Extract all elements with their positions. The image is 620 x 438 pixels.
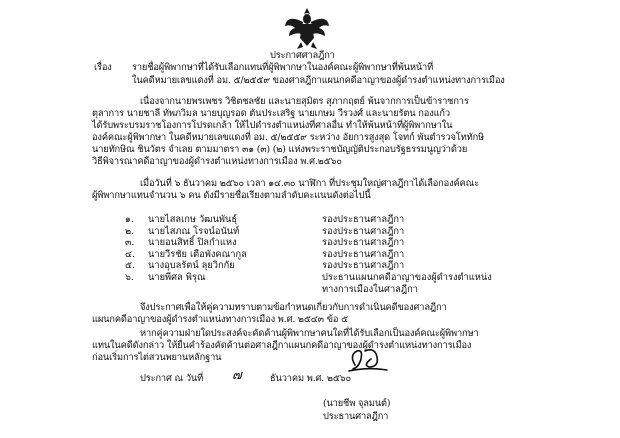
paragraph-2-line: ผู้พิพากษาแทนจำนวน ๖ คน ดังมีรายชื่อเรียงตามลำดับคะแนนดังต่อไปนี้ xyxy=(92,190,371,201)
judge-row-continued xyxy=(92,284,562,296)
paragraph-1-line: ตุลาการ นายชาลี ทัพภวิมล นายบุญรอด ตันประเสริฐ นายเกษม วีรวงศ์ และนายรัตน กองแก้ว xyxy=(92,108,450,119)
garuda-emblem-icon xyxy=(283,6,331,50)
paragraph-3-line: แผนกคดีอาญาของผู้ดำรงตำแหน่งทางการเมือง พ.ศ. ๒๕๔๓ ข้อ ๕ xyxy=(92,314,349,325)
judge-position: รองประธานศาลฎีกา xyxy=(322,260,405,272)
paragraph-1-line: วิธีพิจารณาคดีอาญาของผู้ดำรงตำแหน่งทางการเมือง พ.ศ.๒๕๖๐ xyxy=(92,156,342,167)
paragraph-1-line: องค์คณะผู้พิพากษา ในคดีหมายเลขแดงที่ อม. ๕/๒๕๕๙ ระหว่าง อัยการสูงสุด โจทก์ พันตำรวจโททักษิ xyxy=(92,132,485,143)
document-title: ประกาศศาลฎีกา xyxy=(270,50,335,61)
paragraph-2-line: เมื่อวันที่ ๖ ธันวาคม ๒๕๖๐ เวลา ๑๔.๓๐ นาฬิกา ที่ประชุมใหญ่ศาลฎีกาได้เลือกองค์คณะ xyxy=(140,178,479,189)
announce-label: ประกาศ ณ วันที่ xyxy=(140,373,204,384)
judge-name: นายไสภณ โรจน์อนันท์ xyxy=(148,225,240,237)
judge-number: ๕. xyxy=(125,260,135,272)
judge-name: นางอุบลรัตน์ ลุยวิกกัย xyxy=(148,260,235,272)
paragraph-1-line: เนื่องจากนายพรเพชร วิชิตชลชัย และนายสุมิตร สุภากฤตย์ พ้นจากการเป็นข้าราชการ xyxy=(140,96,469,107)
judge-position: รองประธานศาลฎีกา xyxy=(322,214,405,225)
signer-title: ประธานศาลฎีกา xyxy=(323,411,389,422)
subject-label: เรื่อง xyxy=(94,62,112,73)
judge-position: ทางการเมืองในศาลฎีกา xyxy=(322,283,418,295)
paragraph-1-line: ได้รับพระบรมราชโองการโปรดเกล้า ให้ไปดำรงตำแหน่งที่ศาลอื่น ทำให้พ้นหน้าที่ผู้พิพากษาใน xyxy=(92,120,453,131)
signer-name: (นายชีพ จุลมนต์) xyxy=(323,398,391,409)
paragraph-1-line: นายทักษิณ ชินวัตร จำเลย ตามมาตรา ๓๑ (๓) (๒) แห่งพระราชบัญญัติประกอบรัฐธรรมนูญว่าด้วย xyxy=(92,144,468,155)
judge-position: รองประธานศาลฎีกา xyxy=(322,237,405,249)
paragraph-4-line: หากคู่ความฝ่ายใดประสงค์จะคัดค้านผู้พิพากษาคนใดที่ได้รับเลือกเป็นองค์คณะผู้พิพากษา xyxy=(140,328,479,339)
judge-row xyxy=(92,272,562,284)
judge-position: รองประธานศาลฎีกา xyxy=(322,248,405,260)
judge-name: นายพีศล พิรุณ xyxy=(148,271,206,283)
judge-row xyxy=(92,226,562,238)
judge-list xyxy=(92,214,562,295)
announce-day: ๗ xyxy=(232,368,242,383)
judge-name: นายวีรชัย เตือพังคณากูล xyxy=(148,248,247,260)
judge-row xyxy=(92,214,562,226)
judge-name: นายอนสิทธิ์ ปิลกำแหง xyxy=(148,237,237,249)
paragraph-3-line: จึงประกาศเพื่อให้คู่ความทราบตามข้อกำหนดเกี่ยวกับการดำเนินคดีของศาลฎีกา xyxy=(140,302,447,313)
judge-number: ๓. xyxy=(125,237,135,249)
judge-position: รองประธานศาลฎีกา xyxy=(322,225,405,237)
judge-number: ๑. xyxy=(125,214,134,225)
subject-line-2: ในคดีหมายเลขแดงที่ อม. ๕/๒๕๕๙ ของศาลฎีกาแผนกคดีอาญาของผู้ดำรงตำแหน่งทางการเมือง xyxy=(132,75,505,86)
judge-number: ๖. xyxy=(125,271,134,283)
signature-icon xyxy=(345,345,391,373)
judge-number: ๔. xyxy=(125,248,135,260)
judge-position: ประธานแผนกคดีอาญาของผู้ดำรงตำแหน่ง xyxy=(322,271,492,283)
announce-month-year: ธันวาคม พ.ศ. ๒๕๖๐ xyxy=(270,373,352,384)
judge-name: นายไสลเกษ วัฒนพันธุ์ xyxy=(148,214,238,225)
subject-line-1: รายชื่อผู้พิพากษาที่ได้รับเลือกแทนที่ผู้พิพากษาในองค์คณะผู้พิพากษาที่พ้นหน้าที่ xyxy=(132,62,434,73)
paragraph-4-line: แทนในคดีดังกล่าว ให้ยื่นคำร้องคัดค้านต่อศาลฎีกาแผนกคดีอาญาของผู้ดำรงตำแหน่งทางการเมือง xyxy=(92,340,472,351)
paragraph-4-line: ก่อนเริ่มการไต่สวนพยานหลักฐาน xyxy=(92,352,222,363)
judge-row xyxy=(92,260,562,272)
judge-row xyxy=(92,249,562,261)
judge-row xyxy=(92,237,562,249)
judge-number: ๒. xyxy=(125,225,135,237)
